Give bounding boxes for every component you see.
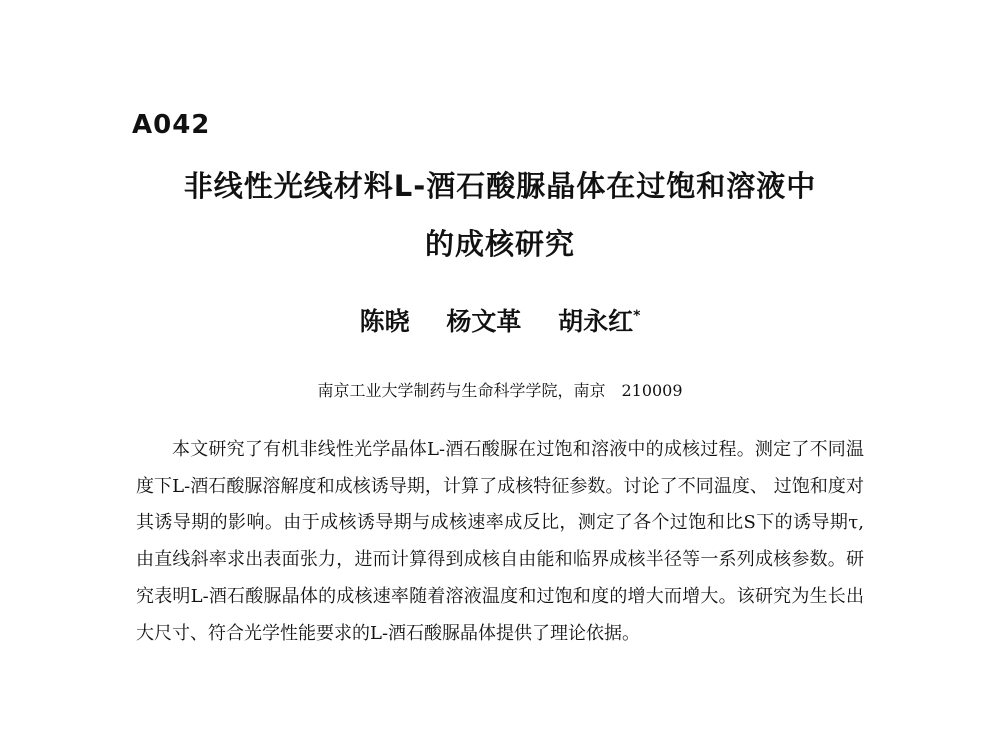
paper-code: A042 (132, 110, 211, 140)
paper-title-line-1: 非线性光线材料L-酒石酸脲晶体在过饱和溶液中 (183, 169, 817, 203)
author-name: 陈晓 (359, 307, 410, 336)
author-name: 杨文革 (446, 307, 522, 336)
author-name: 胡永红 (558, 307, 634, 336)
abstract-text: 本文研究了有机非线性光学晶体L-酒石酸脲在过饱和溶液中的成核过程。测定了不同温度下L-酒石酸脲溶解度和成核诱导期，计算了成核特征参数。讨论了不同温度、 过饱和度对其诱导期的影响。由于成核诱导期与成核速率成反比，测定了各个过饱和比S下的诱导期τ,由直线斜率求出表面张力，进而计算得到成核自由能和临界成核半径等一系列成核参数。研究表明L-酒石酸脲晶体的成核速率随着溶液温度和过饱和度的增大而增大。该研究为生长出大尺寸、符合光学性能要求的L-酒石酸脲晶体提供了理论依据。 (136, 439, 864, 644)
paper-title-line-2: 的成核研究 (424, 227, 575, 261)
affiliation: 南京工业大学制药与生命科学学院，南京 210009 (317, 381, 683, 400)
author (558, 307, 640, 336)
author (446, 307, 521, 336)
author (360, 307, 410, 336)
corresponding-author-mark: * (633, 308, 641, 324)
author-list (0, 302, 1000, 338)
